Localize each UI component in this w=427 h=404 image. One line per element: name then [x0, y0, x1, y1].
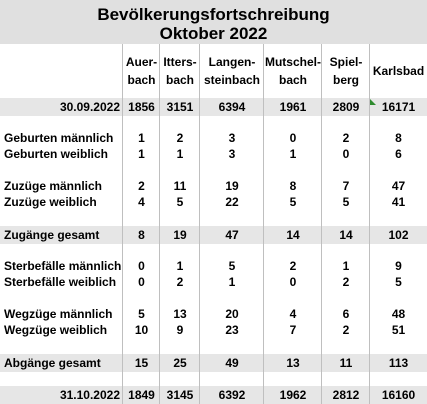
table-cell: 5	[289, 195, 297, 209]
table-cell: 0	[138, 275, 145, 289]
table-row	[0, 98, 427, 116]
table-cell: 1	[138, 131, 145, 145]
row-label: Sterbefälle weiblich	[4, 275, 117, 289]
table-cell: 7	[342, 179, 350, 193]
table-cell: 13	[286, 356, 300, 370]
table-cell: 0	[342, 147, 350, 161]
title-line-2: Oktober 2022	[159, 24, 268, 43]
table-cell: 2	[138, 179, 145, 193]
table-cell: 15	[134, 356, 149, 370]
row-label: Abgänge gesamt	[4, 356, 101, 370]
table-cell: 49	[225, 356, 239, 370]
table-row	[0, 258, 427, 274]
table-cell: 16171	[381, 100, 416, 114]
table-title	[0, 0, 427, 44]
table-cell: 14	[339, 228, 353, 242]
table-cell: 2809	[332, 100, 360, 114]
column-header: Karlsbad	[370, 44, 427, 98]
column-divider	[159, 44, 160, 404]
table-cell: 3151	[166, 100, 194, 114]
table-cell: 6	[395, 147, 402, 161]
table-cell: 47	[391, 179, 406, 193]
row-label: Wegzüge männlich	[4, 307, 113, 321]
table-cell: 1	[176, 259, 184, 273]
table-cell: 102	[388, 228, 409, 242]
table-row	[0, 386, 427, 404]
table-cell: 0	[138, 259, 145, 273]
table-cell: 8	[395, 131, 402, 145]
column-header: Auer- bach	[123, 44, 160, 98]
table-cell: 47	[225, 228, 239, 242]
table-cell: 2	[176, 275, 184, 289]
table-cell: 5	[176, 195, 184, 209]
table-cell: 13	[173, 307, 187, 321]
table-cell: 3145	[166, 388, 194, 402]
row-label: 31.10.2022	[59, 388, 120, 402]
column-divider	[321, 44, 322, 404]
table-cell: 9	[176, 323, 184, 337]
table-cell: 2812	[332, 388, 360, 402]
table-cell: 6394	[218, 100, 246, 114]
column-header: Itters- bach	[160, 44, 200, 98]
table-row	[0, 306, 427, 322]
table-cell: 14	[286, 228, 300, 242]
table-cell: 3	[228, 131, 236, 145]
table-cell: 0	[289, 131, 297, 145]
table-cell: 16160	[381, 388, 416, 402]
row-label: Zuzüge weiblich	[4, 195, 97, 209]
row-label: Zuzüge männlich	[4, 179, 103, 193]
table-row	[0, 226, 427, 244]
table-cell: 5	[395, 275, 402, 289]
table-row	[0, 354, 427, 372]
table-cell: 11	[339, 356, 353, 370]
table-cell: 1	[138, 147, 145, 161]
table-row	[0, 274, 427, 290]
table-cell: 8	[289, 179, 297, 193]
row-label: Zugänge gesamt	[4, 228, 100, 242]
row-label: 30.09.2022	[59, 100, 120, 114]
table-cell: 2	[342, 275, 350, 289]
table-cell: 1	[176, 147, 184, 161]
table-cell: 19	[173, 228, 187, 242]
table-cell: 5	[228, 259, 236, 273]
column-header: Langen- steinbach	[200, 44, 264, 98]
table-cell: 22	[225, 195, 239, 209]
column-divider	[369, 44, 370, 404]
table-row	[0, 130, 427, 146]
table-cell: 25	[173, 356, 187, 370]
table-cell: 1849	[128, 388, 155, 402]
table-cell: 41	[391, 195, 406, 209]
table-cell: 48	[391, 307, 406, 321]
row-label: Wegzüge weiblich	[4, 323, 108, 337]
row-label: Geburten männlich	[4, 131, 114, 145]
column-divider	[122, 44, 123, 404]
table-cell: 113	[388, 356, 409, 370]
table-cell: 2	[289, 259, 297, 273]
table-cell: 6	[342, 307, 350, 321]
table-cell: 3	[228, 147, 236, 161]
table-cell: 20	[225, 307, 239, 321]
table-cell: 5	[138, 307, 145, 321]
cell-comment-marker	[370, 99, 376, 105]
table-cell: 0	[289, 275, 297, 289]
table-cell: 1	[342, 259, 350, 273]
column-divider	[199, 44, 200, 404]
table-cell: 19	[225, 179, 239, 193]
table-cell: 4	[138, 195, 145, 209]
column-header: Spiel- berg	[322, 44, 370, 98]
column-divider	[263, 44, 264, 404]
table-cell: 1856	[128, 100, 155, 114]
title-line-1: Bevölkerungsfortschreibung	[97, 5, 330, 24]
table-cell: 2	[342, 323, 350, 337]
row-label: Sterbefälle männlich	[4, 259, 122, 273]
table-cell: 8	[138, 228, 145, 242]
table-cell: 11	[173, 179, 187, 193]
table-row	[0, 194, 427, 210]
table-cell: 4	[289, 307, 297, 321]
table-cell: 9	[395, 259, 402, 273]
table-cell: 1961	[279, 100, 307, 114]
table-cell: 6392	[218, 388, 246, 402]
table-cell: 10	[134, 323, 149, 337]
table-row	[0, 146, 427, 162]
table-cell: 1	[289, 147, 297, 161]
table-cell: 5	[342, 195, 350, 209]
table-cell: 2	[176, 131, 184, 145]
table-cell: 1962	[279, 388, 307, 402]
table-cell: 51	[391, 323, 406, 337]
table-cell: 23	[225, 323, 239, 337]
table-row	[0, 322, 427, 338]
table-cell: 1	[228, 275, 236, 289]
table-row	[0, 178, 427, 194]
row-label: Geburten weiblich	[4, 147, 109, 161]
table-cell: 7	[289, 323, 297, 337]
column-header: Mutschel- bach	[264, 44, 322, 98]
table-cell: 2	[342, 131, 350, 145]
